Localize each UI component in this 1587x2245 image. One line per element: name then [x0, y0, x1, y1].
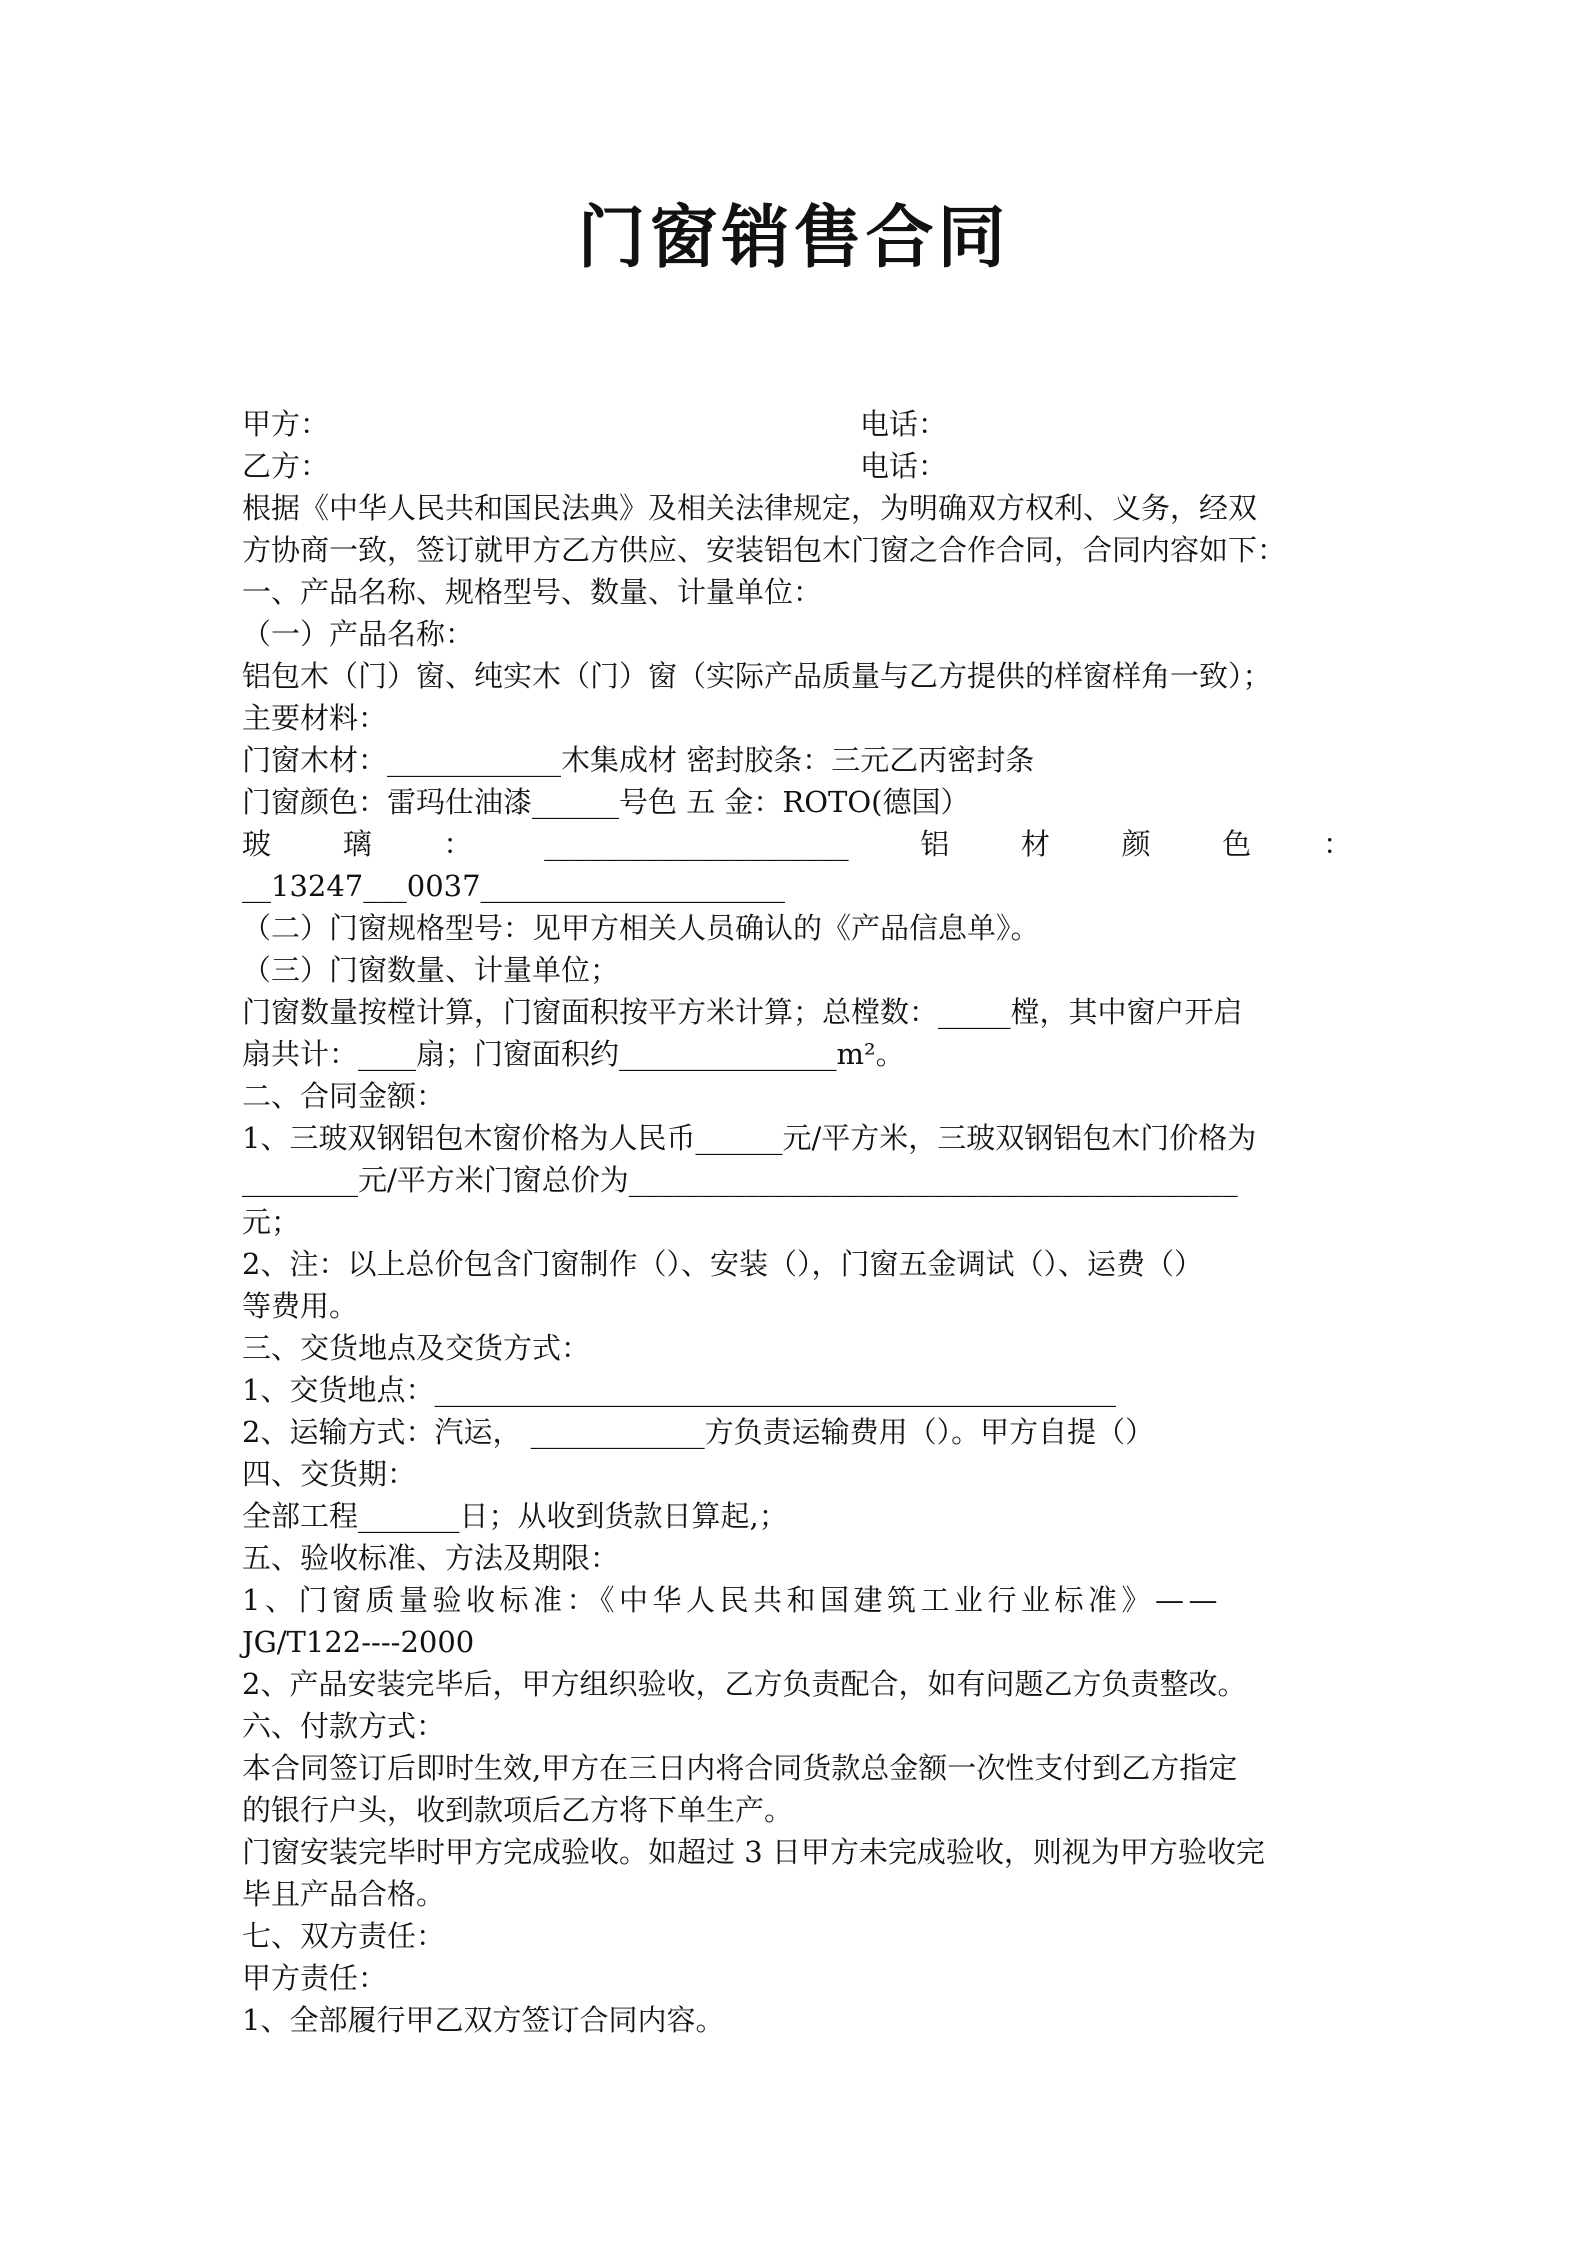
section-2-heading: 二、合同金额： — [242, 1079, 446, 1113]
party-a-responsibility-1: 1、全部履行甲乙双方签订合同内容。 — [242, 2003, 725, 2037]
price-note-line-1: 2、注：以上总价包含门窗制作（）、安装（），门窗五金调试（）、运费（） — [242, 1247, 1203, 1281]
standard-line-2: JG/T122----2000 — [242, 1625, 475, 1659]
section-1-3-heading: （三）门窗数量、计量单位； — [242, 953, 620, 987]
party-a-phone-label: 电话： — [860, 407, 948, 441]
price-line-1: 1、三玻双钢铝包木窗价格为人民币______元/平方米，三玻双钢铝包木门价格为 — [242, 1121, 1257, 1155]
aluminum-char-4: 色 — [1222, 827, 1252, 861]
intro-line-1: 根据《中华人民共和国民法典》及相关法律规定，为明确双方权利、义务，经双 — [242, 491, 1258, 525]
payment-line-4: 毕且产品合格。 — [242, 1877, 446, 1911]
delivery-period-line: 全部工程_______日；从收到货款日算起,； — [242, 1499, 788, 1533]
standard-line-3: 2、产品安装完毕后，甲方组织验收，乙方负责配合，如有问题乙方负责整改。 — [242, 1667, 1247, 1701]
aluminum-colon: ： — [1322, 827, 1352, 861]
aluminum-char-2: 材 — [1020, 827, 1050, 861]
price-line-3: 元； — [242, 1205, 301, 1239]
payment-line-3: 门窗安装完毕时甲方完成验收。如超过 3 日甲方未完成验收，则视为甲方验收完 — [242, 1835, 1265, 1869]
glass-char-2: 璃 — [342, 827, 372, 861]
color-code-line: __13247___0037_____________________ — [242, 869, 786, 903]
transport-line: 2、运输方式：汽运， ____________方负责运输费用（）。甲方自提（） — [242, 1415, 1155, 1449]
glass-char-1: 玻 — [242, 827, 272, 861]
document-title: 门窗销售合同 — [577, 199, 1010, 278]
intro-line-2: 方协商一致，签订就甲方乙方供应、安装铝包木门窗之合作合同，合同内容如下： — [242, 533, 1287, 567]
section-7-heading: 七、双方责任： — [242, 1919, 446, 1953]
section-1-1-heading: （一）产品名称： — [242, 617, 475, 651]
main-materials-label: 主要材料： — [242, 701, 388, 735]
price-note-line-2: 等费用。 — [242, 1289, 359, 1323]
product-name-text: 铝包木（门）窗、纯实木（门）窗（实际产品质量与乙方提供的样窗样角一致）； — [242, 659, 1272, 693]
wood-material-line: 门窗木材：____________木集成材 密封胶条：三元乙丙密封条 — [242, 743, 1035, 777]
section-1-heading: 一、产品名称、规格型号、数量、计量单位： — [242, 575, 823, 609]
section-1-2-heading: （二）门窗规格型号：见甲方相关人员确认的《产品信息单》。 — [242, 911, 1040, 945]
section-5-heading: 五、验收标准、方法及期限： — [242, 1541, 620, 1575]
party-a-responsibility-heading: 甲方责任： — [242, 1961, 388, 1995]
party-b-phone-label: 电话： — [860, 449, 948, 483]
color-hardware-line: 门窗颜色：雷玛仕油漆______号色 五 金：ROTO(德国） — [242, 785, 970, 819]
quantity-line-1: 门窗数量按樘计算，门窗面积按平方米计算；总樘数：_____樘，其中窗户开启 — [242, 995, 1243, 1029]
quantity-line-2: 扇共计：____扇；门窗面积约_______________m²。 — [242, 1037, 905, 1071]
section-6-heading: 六、付款方式： — [242, 1709, 446, 1743]
payment-line-1: 本合同签订后即时生效,甲方在三日内将合同货款总金额一次性支付到乙方指定 — [242, 1751, 1238, 1785]
party-b-label: 乙方： — [242, 449, 330, 483]
price-line-2: ________元/平方米门窗总价为__________________________________________ — [242, 1163, 1238, 1197]
glass-blank: _____________________ — [544, 827, 849, 861]
standard-line-1: 1、门窗质量验收标准：《中华人民共和国建筑工业行业标准》—— — [242, 1583, 1222, 1617]
party-a-label: 甲方： — [242, 407, 330, 441]
glass-colon: ： — [443, 827, 473, 861]
aluminum-char-1: 铝 — [920, 827, 950, 861]
glass-color-line — [242, 827, 1352, 861]
section-3-heading: 三、交货地点及交货方式： — [242, 1331, 591, 1365]
aluminum-char-3: 颜 — [1121, 827, 1151, 861]
payment-line-2: 的银行户头，收到款项后乙方将下单生产。 — [242, 1793, 794, 1827]
delivery-place-line: 1、交货地点：_______________________________________________ — [242, 1373, 1116, 1407]
section-4-heading: 四、交货期： — [242, 1457, 417, 1491]
